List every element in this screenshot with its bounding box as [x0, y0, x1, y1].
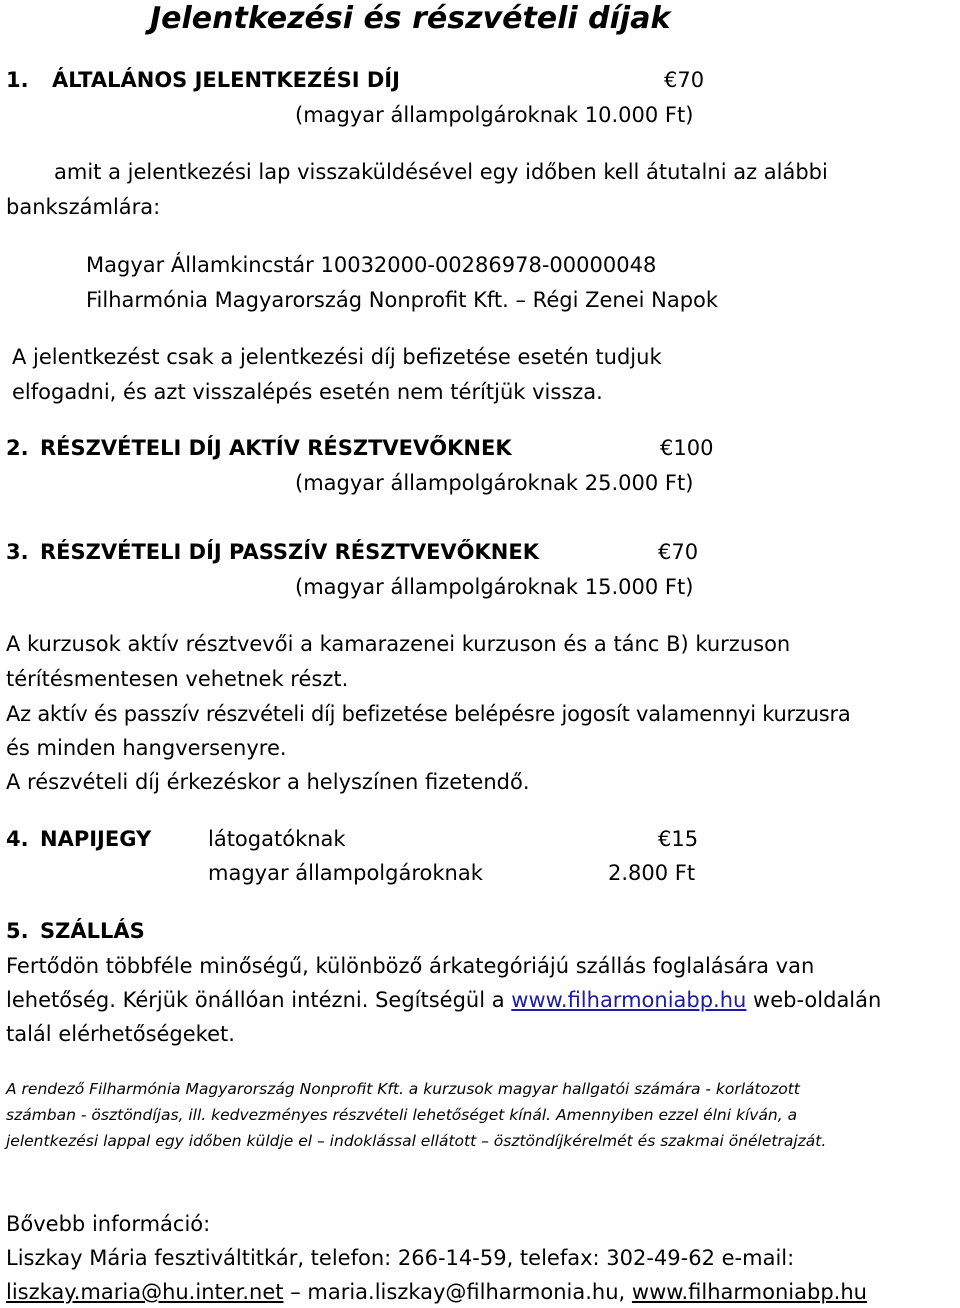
- bank-beneficiary: Filharmónia Magyarország Nonprofit Kft. – Régi Zenei Napok: [86, 288, 719, 312]
- section-3-number: 3.: [6, 540, 29, 564]
- section-3-heading: RÉSZVÉTELI DÍJ PASSZÍV RÉSZTVEVŐKNEK: [40, 540, 539, 564]
- section-1-local-price: (magyar állampolgároknak 10.000 Ft): [295, 103, 694, 127]
- section-1-paragraph-line-1: amit a jelentkezési lap visszaküldésével egy időben kell átutalni az alábbi: [54, 160, 828, 184]
- section-2-heading: RÉSZVÉTELI DÍJ AKTÍV RÉSZTVEVŐKNEK: [40, 436, 512, 460]
- contact-website-link[interactable]: www.filharmoniabp.hu: [631, 1280, 867, 1304]
- section-5-line-2-suffix: web-oldalán: [746, 988, 882, 1012]
- section-1-number: 1.: [6, 68, 29, 92]
- contact-heading: Bővebb információ:: [6, 1212, 211, 1236]
- contact-line-1: Liszkay Mária fesztiváltitkár, telefon: 266-14-59, telefax: 302-49-62 e-mail:: [6, 1246, 795, 1270]
- email-link[interactable]: liszkay.maria@hu.inter.net: [6, 1280, 284, 1304]
- scholarship-line-2: számban - ösztöndíjas, ill. kedvezményes részvételi lehetőséget kínál. Amennyiben ezzel élni kíván, a: [6, 1106, 798, 1124]
- visitor-label: látogatóknak: [208, 827, 346, 851]
- section-5-heading: SZÁLLÁS: [40, 919, 145, 943]
- scholarship-line-1: A rendező Filharmónia Magyarország Nonprofit Kft. a kurzusok magyar hallgatói számára - korlátozott: [6, 1080, 800, 1098]
- section-5-line-2: [6, 985, 881, 1015]
- section-1-heading: ÁLTALÁNOS JELENTKEZÉSI DÍJ: [52, 68, 400, 92]
- section-3-text-line-4: és minden hangversenyre.: [6, 736, 287, 760]
- section-1-note-line-2: elfogadni, és azt visszalépés esetén nem térítjük vissza.: [12, 380, 603, 404]
- section-1-paragraph-line-2: bankszámlára:: [6, 195, 161, 219]
- section-3-price: €70: [658, 540, 699, 564]
- section-3-text-line-2: térítésmentesen vehetnek részt.: [6, 667, 349, 691]
- section-2-price: €100: [660, 436, 714, 460]
- section-2-local-price: (magyar állampolgároknak 25.000 Ft): [295, 471, 694, 495]
- section-4-number: 4.: [6, 827, 29, 851]
- section-2-number: 2.: [6, 436, 29, 460]
- section-3-text-line-1: A kurzusok aktív résztvevői a kamarazenei kurzuson és a tánc B) kurzuson: [6, 632, 791, 656]
- citizen-label: magyar állampolgároknak: [208, 861, 483, 885]
- section-5-line-3: talál elérhetőségeket.: [6, 1022, 235, 1046]
- page-title: Jelentkezési és részvételi díjak: [150, 1, 671, 36]
- contact-line-2-middle: – maria.liszkay@filharmonia.hu,: [283, 1280, 632, 1304]
- section-5-line-1: Fertődön többféle minőségű, különböző árkategóriájú szállás foglalására van: [6, 954, 815, 978]
- scholarship-line-3: jelentkezési lappal egy időben küldje el – indoklással ellátott – ösztöndíjkérelmét és szakmai önéletrajzát.: [6, 1132, 827, 1150]
- section-3-local-price: (magyar állampolgároknak 15.000 Ft): [295, 575, 694, 599]
- section-1-price: €70: [664, 68, 705, 92]
- bank-account: Magyar Államkincstár 10032000-00286978-00000048: [86, 253, 657, 277]
- section-5-number: 5.: [6, 919, 29, 943]
- section-3-text-line-3: Az aktív és passzív részvételi díj befizetése belépésre jogosít valamennyi kurzusra: [6, 702, 851, 726]
- website-link[interactable]: www.filharmoniabp.hu: [511, 988, 747, 1012]
- section-1-note-line-1: A jelentkezést csak a jelentkezési díj befizetése esetén tudjuk: [12, 345, 662, 369]
- section-4-heading: NAPIJEGY: [40, 827, 152, 851]
- visitor-price: €15: [658, 827, 699, 851]
- contact-line-2: [6, 1277, 867, 1307]
- section-3-text-line-5: A részvételi díj érkezéskor a helyszínen fizetendő.: [6, 770, 530, 794]
- citizen-price: 2.800 Ft: [608, 861, 696, 885]
- section-5-line-2-text: lehetőség. Kérjük önállóan intézni. Segítségül a: [6, 988, 512, 1012]
